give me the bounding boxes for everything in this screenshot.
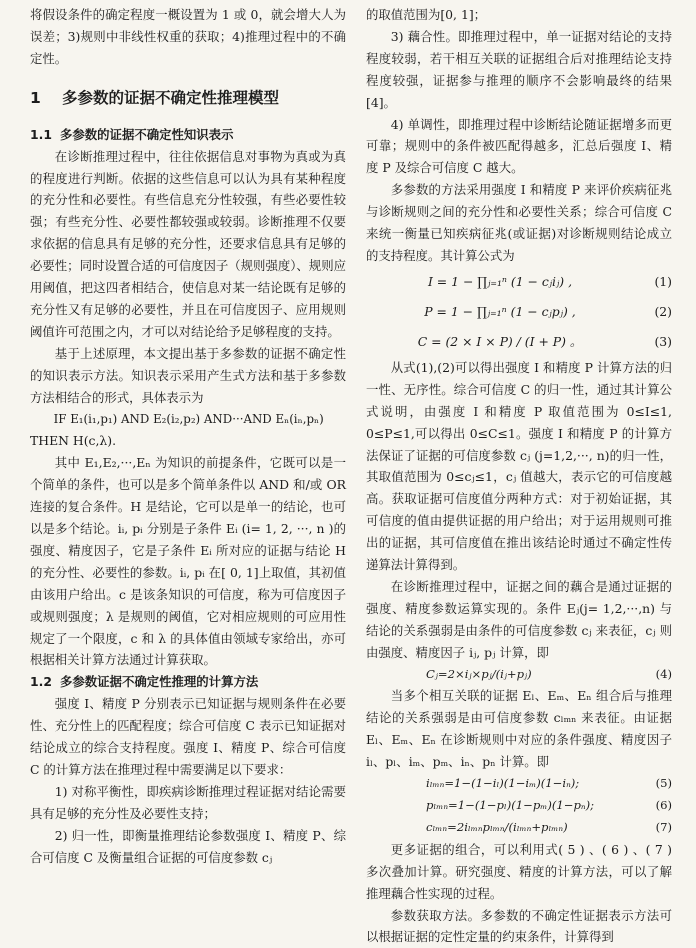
- equation-number: (6): [655, 798, 672, 812]
- rule-then-line: THEN H(c,λ).: [30, 433, 117, 449]
- section-number: 1: [30, 88, 41, 107]
- paragraph: 的取值范围为[0, 1]；: [366, 7, 487, 22]
- equation-number: (7): [655, 819, 672, 834]
- equation-body: P = 1 − ∏ⱼ₌₁ⁿ (1 − cⱼpⱼ) ,: [424, 303, 576, 319]
- section-title: 多参数的证据不确定性推理模型: [62, 88, 280, 107]
- list-item: 3) 藕合性。即推理过程中，单一证据对结论的支持程度较弱，若干相互关联的证据组合后对推理结论支持程度较强，证据参与推理的顺序不会影响最终的结果[4]。: [366, 28, 672, 110]
- equation-6: [366, 795, 672, 817]
- equation-3: [366, 327, 672, 357]
- list-item: 2) 归一性，即衡量推理结论参数强度 I、精度 P、综合可信度 C 及衡量组合证据的可信度参数 cⱼ: [30, 827, 346, 865]
- equation-body: cₗₘₙ=2iₗₘₙpₗₘₙ/(iₗₘₙ+pₗₘₙ): [426, 819, 568, 834]
- subsection-heading: [30, 671, 346, 693]
- equation-body: iₗₘₙ=1−(1−iₗ)(1−iₘ)(1−iₙ);: [426, 776, 580, 791]
- paragraph: 从式(1),(2)可以得出强度 I 和精度 P 计算方法的归一性、无序性。综合可信度 C 的归一性，通过其计算公式说明，由强度 I 和精度 P 取值范围为 0≤I≤1, 0≤P≤1,可以得出 0≤C≤1。强度 I 和精度 P 的计算方法保证了证据的可信度参数 cⱼ (j=1,2,···, n)的归一性，其取值范围为 0≤cⱼ≤1，cⱼ 值越大，表示它的可信度越高。获取证据可信度值分两种方式：对于初始证据，其可信度的值由提供证据的用户给出；对于运用规则可推出的证据，其可信度值在推出该结论时通过不确定性传递算法计算得到。: [366, 359, 672, 573]
- equation-7: [366, 817, 672, 839]
- list-item: 1) 对称平衡性，即疾病诊断推理过程证据对结论需要具有足够的充分性及必要性支持；: [30, 783, 346, 821]
- equation-body: Cⱼ=2×iⱼ×pⱼ/(iⱼ+pⱼ): [426, 666, 532, 681]
- paragraph: 其中 E₁,E₂,···,Eₙ 为知识的前提条件，它既可以是一个简单的条件，也可以是多个简单条件以 AND 和/或 OR 连接的复合条件。H 是结论，它可以是单一的结论，也可以是多个结论。iᵢ, pᵢ 分别是子条件 Eᵢ (i= 1, 2, ···, n )的强度、精度因子，它是子条件 Eᵢ 所对应的证据与结论 H 的充分性、必要性的参数。iᵢ, pᵢ 在[ 0, 1]上取值，其初值由该用户给出。c 是该条知识的可信度，称为可信度因子或规则强度；λ 是规则的阈值，它对相应规则的可应用性规定了一个限度，c 和 λ 的具体值由领域专家给出，亦可根据相关计算方法通过计算获取。: [30, 455, 346, 668]
- subsection-title: 多参数的证据不确定性知识表示: [60, 126, 234, 142]
- section-heading: [30, 87, 346, 109]
- equation-number: (5): [655, 776, 672, 791]
- subsection-title: 多参数证据不确定性推理的计算方法: [60, 674, 259, 690]
- equation-body: I = 1 − ∏ⱼ₌₁ⁿ (1 − cⱼiⱼ) ,: [427, 273, 573, 289]
- list-item: 4) 单调性，即推理过程中诊断结论随证据增多而更可靠；规则中的条件被匹配得越多，汇总后强度 I、精度 P 及综合可信度 C 越大。: [366, 116, 672, 176]
- equation-number: (4): [655, 666, 672, 681]
- paragraph: 更多证据的组合，可以利用式( 5 ) 、( 6 ) 、( 7 )多次叠加计算。研究强度、精度的计算方法，可以了解推理藕合性实现的过程。: [366, 841, 672, 901]
- paragraph: 强度 I、精度 P 分别表示已知证据与规则条件在必要性、充分性上的匹配程度；综合可信度 C 表示已知证据对结论成立的综合支持程度。强度 I、精度 P、综合可信度 C 的计算方法在推理过程中需要满足以下要求：: [30, 696, 346, 777]
- subsection-number: 1.2: [30, 674, 52, 690]
- equation-4: [366, 664, 672, 686]
- rule-if-line: IF E₁(i₁,p₁) AND E₂(i₂,p₂) AND···AND Eₙ(iₙ,pₙ): [53, 411, 324, 426]
- equation-5: [366, 773, 672, 795]
- subsection-heading: [30, 124, 346, 146]
- paragraph: 当多个相互关联的证据 Eₗ、Eₘ、Eₙ 组合后与推理结论的关系强弱是由可信度参数 cₗₘₙ 来表征。由证据 Eₗ、Eₘ、Eₙ 在诊断规则中对应的条件强度、精度因子 iₗ、pₗ、iₘ、pₘ、iₙ、pₙ 计算。即: [366, 688, 672, 770]
- paragraph: 参数获取方法。多参数的不确定性证据表示方法可以根据证据的定性定量的约束条件，计算得到: [366, 907, 672, 945]
- paragraph: 在诊断推理过程中，往往依据信息对事物为真或为真的程度进行判断。依据的这些信息可以认为具有某种程度的充分性和必要性。有些信息充分性较强，有些必要性较强；有些充分性、必要性都较强或较弱。诊断推理不仅要求依据的信息具有足够的充分性，还要求信息具有足够的必要性；同时设置合适的可信度因子（规则强度）、规则应用阈值，把这四者相结合，使信息对某一结论既有足够的充分性又有足够的必要性，并且在可信度因子、应用规则阈值许可范围之内，才可以对结论给予足够程度的支持。: [30, 148, 346, 339]
- subsection-number: 1.1: [30, 126, 52, 142]
- equation-number: (2): [654, 303, 672, 319]
- paragraph: 在诊断推理过程中，证据之间的藕合是通过证据的强度、精度参数运算实现的。条件 Eⱼ(j= 1,2,···,n) 与结论的关系强弱是由条件的可信度参数 cⱼ 来表征，cⱼ 则由强度、精度因子 iⱼ, pⱼ 计算，即: [366, 578, 672, 660]
- equation-body: pₗₘₙ=1−(1−pₗ)(1−pₘ)(1−pₙ);: [426, 798, 595, 812]
- equation-1: [366, 267, 672, 297]
- equation-body: C = (2 × I × P) / (I + P) 。: [417, 333, 583, 349]
- paragraph: 多参数的方法采用强度 I 和精度 P 来评价疾病征兆与诊断规则之间的充分性和必要性关系；综合可信度 C 来统一衡量已知疾病征兆(或证据)对诊断规则结论成立的支持程度。其计算公式为: [366, 182, 672, 263]
- right-column: [366, 4, 672, 948]
- paragraph: 基于上述原理，本文提出基于多参数的证据不确定性的知识表示方法。知识表示采用产生式方法和基于多参数方法相结合的形式，具体表示为: [30, 345, 346, 405]
- equation-number: (1): [654, 273, 672, 289]
- equation-number: (3): [654, 333, 672, 349]
- left-column: [30, 4, 346, 869]
- equation-2: [366, 297, 672, 327]
- paragraph: 将假设条件的确定程度一概设置为 1 或 0，就会增大人为误差；3)规则中非线性权重的获取；4)推理过程中的不确定性。: [30, 7, 346, 66]
